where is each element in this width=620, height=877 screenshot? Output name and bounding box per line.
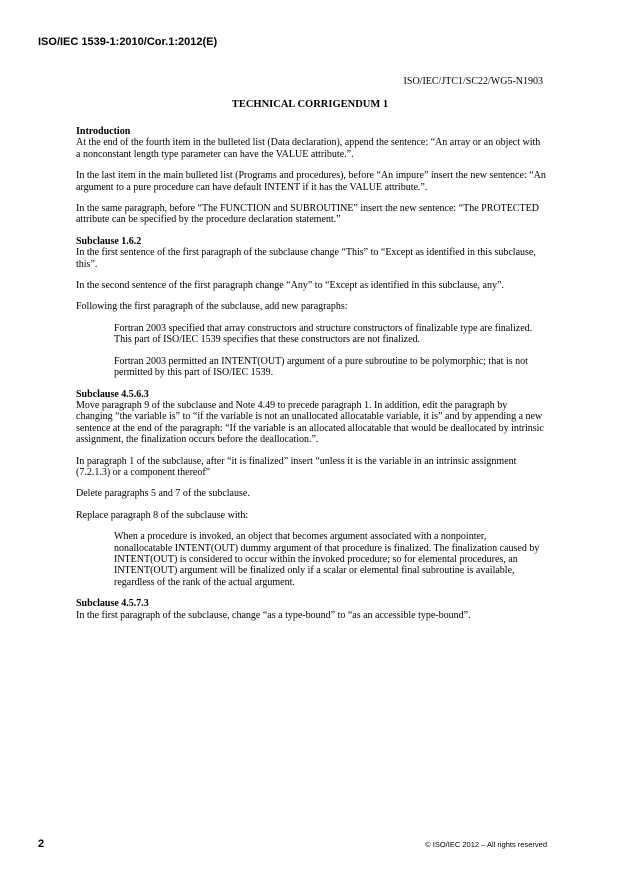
paragraph: In the first paragraph of the subclause, change “as a type-bound” to “as an accessible type-bound”. — [76, 609, 471, 621]
paragraph: In the first sentence of the first paragraph of the subclause change “This” to “Except as identified in this subclause, this”. — [76, 247, 536, 270]
document-body — [76, 126, 546, 631]
section-heading: Subclause 4.5.7.3 — [76, 598, 149, 610]
document-reference: ISO/IEC/JTC1/SC22/WG5-N1903 — [403, 76, 543, 87]
paragraph: Following the first paragraph of the subclause, add new paragraphs: — [76, 301, 348, 313]
page-number: 2 — [38, 838, 45, 850]
section-4-5-7-3 — [76, 598, 546, 621]
paragraph: Replace paragraph 8 of the subclause with: — [76, 509, 249, 521]
inserted-paragraph: Fortran 2003 specified that array constructors and structure constructors of finalizable type are finalized. This part of ISO/IEC 1539 specifies that these constructors are not finalized. — [114, 322, 533, 346]
paragraph: Delete paragraphs 5 and 7 of the subclause. — [76, 488, 250, 500]
section-4-5-6-3 — [76, 389, 546, 589]
paragraph: In paragraph 1 of the subclause, after “it is finalized” insert “unless it is the variable in an intrinsic assignment (7.2.1.3) or a component thereof” — [76, 455, 517, 478]
inserted-paragraph: Fortran 2003 permitted an INTENT(OUT) argument of a pure subroutine to be polymorphic; that is not permitted by this part of ISO/IEC 1539. — [114, 355, 528, 379]
section-1-6-2 — [76, 236, 546, 379]
paragraph: At the end of the fourth item in the bulleted list (Data declaration), append the sentence: “An array or an object with a nonconstant length type parameter can have the VALUE attribute.”. — [76, 137, 541, 160]
section-heading: Subclause 4.5.6.3 — [76, 388, 149, 400]
standard-identifier: ISO/IEC 1539-1:2010/Cor.1:2012(E) — [38, 36, 218, 48]
paragraph: In the same paragraph, before “The FUNCTION and SUBROUTINE” insert the new sentence: “The PROTECTED attribute can be specified by the procedure declaration statement.” — [76, 203, 539, 226]
section-heading: Subclause 1.6.2 — [76, 235, 142, 247]
inserted-paragraph: When a procedure is invoked, an object that becomes argument associated with a nonpointer, nonallocatable INTENT(OUT) dummy argument of that procedure is finalized. The finalization caused by INTENT(OUT) is considered to occur within the invoked procedure; so for elemental procedures, an INTENT(OUT) argument will be finalized only if a scalar or elemental final subroutine is available, regardless of the rank of the actual argument. — [114, 531, 540, 588]
copyright-notice: © ISO/IEC 2012 – All rights reserved — [425, 840, 547, 849]
paragraph: In the second sentence of the first paragraph change “Any” to “Except as identified in this subclause, any”. — [76, 280, 504, 292]
paragraph: Move paragraph 9 of the subclause and Note 4.49 to precede paragraph 1. In addition, edit the paragraph by changing “the variable is” to “if the variable is not an unallocated allocatable variable, it is” and by appending a new sentence at the end of the paragraph: “If the variable is an allocated allocatable that would be deallocated by intrinsic assignment, the finalization occurs before the deallocation.”. — [76, 399, 544, 446]
paragraph: In the last item in the main bulleted list (Programs and procedures), before “An impure” insert the new sentence: “An argument to a pure procedure can have default INTENT if it has the VALUE attribute.”. — [76, 170, 546, 193]
section-heading: Introduction — [76, 126, 131, 137]
document-title: TECHNICAL CORRIGENDUM 1 — [231, 99, 389, 110]
section-introduction — [76, 126, 546, 226]
